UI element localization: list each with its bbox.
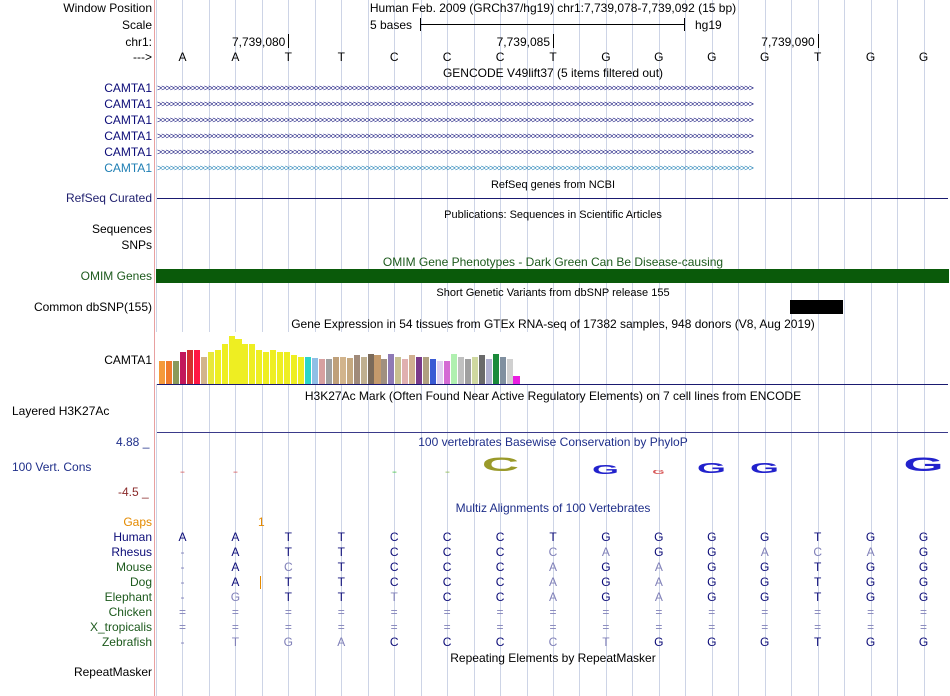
- gtex-tissue-bar[interactable]: [347, 358, 353, 384]
- multiz-base: A: [548, 560, 557, 574]
- repeatmasker-label[interactable]: RepeatMasker: [73, 665, 152, 679]
- gtex-baseline: [157, 384, 948, 385]
- base-letter: G: [918, 50, 929, 64]
- scale-bar-right-tick: [684, 18, 685, 31]
- multiz-base: C: [495, 635, 505, 649]
- gtex-tissue-bar[interactable]: [319, 359, 325, 384]
- multiz-base: G: [654, 635, 664, 649]
- gencode-gene-label[interactable]: CAMTA1: [104, 129, 152, 143]
- multiz-base: =: [867, 605, 875, 619]
- phylop-logo-letter: -: [179, 470, 186, 476]
- gaps-mark: 1: [258, 515, 265, 529]
- multiz-base: =: [178, 605, 186, 619]
- multiz-base: G: [707, 590, 717, 604]
- multiz-base: G: [918, 590, 929, 604]
- multiz-species-label[interactable]: Zebrafish: [101, 635, 152, 649]
- gtex-tissue-bar[interactable]: [333, 357, 339, 384]
- multiz-base: C: [495, 545, 505, 559]
- h3k27ac-baseline: [157, 432, 948, 433]
- multiz-base: C: [495, 530, 505, 544]
- multiz-base: =: [814, 605, 822, 619]
- multiz-base: =: [443, 605, 451, 619]
- multiz-base: =: [602, 620, 610, 634]
- phylop-logo-letter: G: [592, 461, 620, 477]
- multiz-base: G: [760, 575, 770, 589]
- multiz-base: A: [654, 590, 663, 604]
- multiz-base: G: [654, 545, 664, 559]
- multiz-base: G: [760, 530, 770, 544]
- phylop-track-title[interactable]: 100 vertebrates Basewise Conservation by PhyloP: [418, 435, 688, 449]
- multiz-species-label[interactable]: Chicken: [108, 605, 152, 619]
- multiz-base: =: [708, 605, 716, 619]
- multiz-base: G: [654, 530, 664, 544]
- gtex-tissue-bar[interactable]: [229, 336, 235, 384]
- multiz-base: G: [918, 575, 929, 589]
- gtex-tissue-bar[interactable]: [368, 354, 374, 384]
- base-letter: G: [601, 50, 611, 64]
- multiz-base: =: [708, 620, 716, 634]
- gencode-gene-strand-arrows[interactable]: >>>>>>>>>>>>>>>>>>>>>>>>>>>>>>>>>>>>>>>>>>>>>>>>>>>>>>>>>>>>>>>>>>>>>>>>>>>>>>>>>>>>>>>>>>>>>>>>>>>>>>>>>>>>>>>>>>>>>>>>>>>>>>>>>>>>>>>>>>>>: [157, 131, 753, 141]
- multiz-base: =: [390, 620, 398, 634]
- base-letter: A: [178, 50, 187, 64]
- phylop-logo-letter: G: [652, 470, 665, 476]
- multiz-base: =: [231, 605, 239, 619]
- multiz-base: G: [865, 635, 876, 649]
- multiz-base: G: [283, 635, 293, 649]
- base-letter: T: [549, 50, 557, 64]
- gtex-tissue-bar[interactable]: [465, 359, 471, 384]
- multiz-base: G: [918, 560, 929, 574]
- multiz-base: G: [230, 590, 241, 604]
- strand-arrow-label[interactable]: --->: [133, 50, 152, 64]
- gencode-track-title[interactable]: GENCODE V49lift37 (5 items filtered out): [442, 66, 664, 80]
- gtex-tissue-bar[interactable]: [513, 376, 519, 384]
- multiz-base: T: [549, 530, 557, 544]
- h3k27ac-track-title[interactable]: H3K27Ac Mark (Often Found Near Active Regulatory Elements) on 7 cell lines from ENCODE: [304, 389, 802, 403]
- multiz-base: T: [337, 575, 345, 589]
- dbsnp-variant-block[interactable]: [790, 300, 843, 314]
- multiz-base: G: [707, 560, 717, 574]
- gtex-tissue-bar[interactable]: [173, 361, 179, 384]
- gencode-gene-strand-arrows[interactable]: >>>>>>>>>>>>>>>>>>>>>>>>>>>>>>>>>>>>>>>>>>>>>>>>>>>>>>>>>>>>>>>>>>>>>>>>>>>>>>>>>>>>>>>>>>>>>>>>>>>>>>>>>>>>>>>>>>>>>>>>>>>>>>>>>>>>>>>>>>>>: [157, 99, 753, 109]
- base-letter: G: [760, 50, 770, 64]
- omim-track-title[interactable]: OMIM Gene Phenotypes - Dark Green Can Be Disease-causing: [382, 255, 724, 269]
- multiz-base: T: [390, 590, 398, 604]
- gtex-tissue-bar[interactable]: [159, 361, 165, 384]
- multiz-base: =: [655, 605, 663, 619]
- window-position-value[interactable]: Human Feb. 2009 (GRCh37/hg19) chr1:7,739,078-7,739,092 (15 bp): [369, 1, 737, 15]
- gtex-tissue-bar[interactable]: [270, 350, 276, 384]
- multiz-base: -: [180, 560, 185, 574]
- base-letter: A: [231, 50, 240, 64]
- multiz-base: -: [180, 545, 185, 559]
- gtex-tissue-bar[interactable]: [242, 344, 248, 384]
- gencode-gene-strand-arrows[interactable]: >>>>>>>>>>>>>>>>>>>>>>>>>>>>>>>>>>>>>>>>>>>>>>>>>>>>>>>>>>>>>>>>>>>>>>>>>>>>>>>>>>>>>>>>>>>>>>>>>>>>>>>>>>>>>>>>>>>>>>>>>>>>>>>>>>>>>>>>>>>>: [157, 83, 753, 93]
- phylop-logo-letter: G: [750, 460, 780, 477]
- multiz-base: =: [284, 605, 292, 619]
- multiz-base: T: [337, 590, 345, 604]
- multiz-base: T: [813, 575, 822, 589]
- publications-snps-label[interactable]: SNPs: [121, 238, 152, 252]
- gtex-tissue-bar[interactable]: [215, 350, 221, 384]
- multiz-base: =: [814, 620, 822, 634]
- h3k27ac-label[interactable]: Layered H3K27Ac: [12, 404, 110, 418]
- multiz-base: G: [601, 590, 611, 604]
- gtex-tissue-bar[interactable]: [291, 355, 297, 384]
- coordinate-tick-label: 7,739,085: [496, 35, 550, 49]
- multiz-base: A: [231, 530, 240, 544]
- phylop-ymax: 4.88 _: [116, 435, 150, 449]
- gtex-tissue-bar[interactable]: [451, 354, 457, 384]
- phylop-label[interactable]: 100 Vert. Cons: [12, 460, 92, 474]
- phylop-ymin: -4.5 _: [118, 485, 149, 499]
- gtex-tissue-bar[interactable]: [298, 357, 304, 384]
- multiz-base: C: [442, 635, 452, 649]
- multiz-base: T: [337, 530, 345, 544]
- publications-sequences-label[interactable]: Sequences: [91, 222, 152, 236]
- multiz-base: C: [442, 530, 452, 544]
- multiz-base: G: [601, 575, 611, 589]
- multiz-base: =: [443, 620, 451, 634]
- multiz-base: C: [389, 545, 399, 559]
- multiz-base: A: [548, 575, 557, 589]
- multiz-base: T: [813, 530, 822, 544]
- repeatmasker-track-title[interactable]: Repeating Elements by RepeatMasker: [450, 651, 656, 665]
- gtex-tissue-bar[interactable]: [312, 358, 318, 384]
- gtex-tissue-bar[interactable]: [486, 359, 492, 384]
- gencode-gene-label[interactable]: CAMTA1: [104, 113, 152, 127]
- gtex-tissue-bar[interactable]: [277, 352, 283, 384]
- gtex-tissue-bar[interactable]: [402, 359, 408, 384]
- gtex-tissue-bar[interactable]: [263, 352, 269, 384]
- gtex-tissue-bar[interactable]: [235, 339, 241, 384]
- multiz-base: C: [495, 575, 505, 589]
- publications-track-title[interactable]: Publications: Sequences in Scientific Articles: [444, 209, 662, 221]
- multiz-base: =: [549, 605, 557, 619]
- gtex-tissue-bar[interactable]: [340, 357, 346, 384]
- gtex-tissue-bar[interactable]: [500, 357, 506, 384]
- multiz-base: T: [813, 635, 822, 649]
- multiz-base: =: [390, 605, 398, 619]
- gtex-tissue-bar[interactable]: [187, 350, 193, 384]
- multiz-base: C: [813, 545, 822, 559]
- gtex-tissue-bar[interactable]: [305, 357, 311, 384]
- base-letter: C: [442, 50, 452, 64]
- multiz-base: G: [707, 545, 717, 559]
- gtex-tissue-bar[interactable]: [437, 361, 443, 384]
- multiz-base: T: [813, 560, 822, 574]
- multiz-base: T: [337, 545, 345, 559]
- gencode-gene-label[interactable]: CAMTA1: [104, 161, 152, 175]
- refseq-track-title[interactable]: RefSeq genes from NCBI: [490, 179, 616, 191]
- multiz-base: =: [761, 620, 769, 634]
- gtex-tissue-bar[interactable]: [361, 357, 367, 384]
- multiz-base: -: [180, 575, 185, 589]
- base-letter: T: [284, 50, 292, 64]
- multiz-base: =: [178, 620, 186, 634]
- base-letter: T: [337, 50, 345, 64]
- base-letter: C: [495, 50, 505, 64]
- dbsnp-track-title[interactable]: Short Genetic Variants from dbSNP release 155: [436, 287, 670, 299]
- dog-insertion-marker: [260, 576, 261, 589]
- base-letter: C: [389, 50, 399, 64]
- refseq-label[interactable]: RefSeq Curated: [65, 191, 152, 205]
- multiz-base: C: [389, 560, 399, 574]
- multiz-base: T: [337, 560, 345, 574]
- multiz-track-title[interactable]: Multiz Alignments of 100 Vertebrates: [455, 501, 651, 515]
- refseq-gene-line[interactable]: [157, 198, 948, 199]
- multiz-base: G: [865, 530, 876, 544]
- multiz-base: G: [865, 575, 876, 589]
- gtex-tissue-bar[interactable]: [180, 352, 186, 384]
- gtex-tissue-bar[interactable]: [194, 350, 200, 384]
- gtex-tissue-bar[interactable]: [284, 352, 290, 384]
- multiz-base: G: [865, 590, 876, 604]
- multiz-base: =: [496, 620, 504, 634]
- multiz-base: T: [284, 575, 292, 589]
- scale-bar-left-tick: [420, 18, 421, 31]
- multiz-base: G: [918, 635, 929, 649]
- gencode-gene-label[interactable]: CAMTA1: [104, 97, 152, 111]
- multiz-species-label[interactable]: X_tropicalis: [89, 620, 152, 634]
- scale-value: 5 bases: [370, 18, 413, 32]
- multiz-base: =: [337, 605, 345, 619]
- multiz-base: G: [918, 545, 929, 559]
- phylop-logo-letter: -: [391, 470, 397, 476]
- multiz-base: =: [655, 620, 663, 634]
- multiz-species-label[interactable]: Rhesus: [111, 545, 152, 559]
- multiz-base: =: [284, 620, 292, 634]
- base-letter: T: [813, 50, 822, 64]
- multiz-base: G: [707, 530, 717, 544]
- gtex-tissue-bar[interactable]: [381, 359, 387, 384]
- gtex-tissue-bar[interactable]: [201, 357, 207, 384]
- multiz-base: C: [442, 575, 452, 589]
- multiz-base: =: [337, 620, 345, 634]
- gencode-gene-strand-arrows[interactable]: >>>>>>>>>>>>>>>>>>>>>>>>>>>>>>>>>>>>>>>>>>>>>>>>>>>>>>>>>>>>>>>>>>>>>>>>>>>>>>>>>>>>>>>>>>>>>>>>>>>>>>>>>>>>>>>>>>>>>>>>>>>>>>>>>>>>>>>>>>>>: [157, 115, 753, 125]
- multiz-base: C: [495, 590, 505, 604]
- gtex-tissue-bar[interactable]: [388, 354, 394, 384]
- gtex-tissue-bar[interactable]: [430, 359, 436, 384]
- multiz-base: A: [231, 545, 240, 559]
- gtex-tissue-bar[interactable]: [208, 352, 214, 384]
- multiz-base: A: [231, 560, 240, 574]
- phylop-logo-letter: -: [444, 470, 450, 476]
- multiz-base: G: [760, 590, 770, 604]
- multiz-base: C: [389, 575, 399, 589]
- omim-gene-bar[interactable]: [156, 269, 949, 283]
- multiz-base: T: [231, 635, 240, 649]
- multiz-base: -: [180, 635, 185, 649]
- phylop-logo-letter: G: [697, 460, 727, 477]
- gaps-label[interactable]: Gaps: [123, 515, 152, 529]
- gtex-tissue-bar[interactable]: [507, 359, 513, 384]
- multiz-base: C: [495, 560, 505, 574]
- base-letter: G: [654, 50, 664, 64]
- base-letter: G: [865, 50, 876, 64]
- multiz-base: A: [548, 590, 557, 604]
- multiz-base: T: [284, 530, 292, 544]
- gencode-gene-label[interactable]: CAMTA1: [104, 81, 152, 95]
- multiz-base: G: [707, 575, 717, 589]
- coordinate-tick: [288, 34, 289, 48]
- multiz-base: -: [180, 590, 185, 604]
- gtex-tissue-bar[interactable]: [326, 359, 332, 384]
- multiz-base: A: [654, 560, 663, 574]
- multiz-base: T: [813, 590, 822, 604]
- multiz-base: C: [548, 545, 558, 559]
- multiz-base: =: [761, 605, 769, 619]
- multiz-base: C: [283, 560, 293, 574]
- gtex-tissue-bar[interactable]: [249, 344, 255, 384]
- gtex-tissue-bar[interactable]: [444, 361, 450, 384]
- gtex-tissue-bar[interactable]: [458, 357, 464, 384]
- multiz-base: =: [549, 620, 557, 634]
- gtex-bar-chart[interactable]: [156, 332, 536, 384]
- gtex-tissue-bar[interactable]: [256, 350, 262, 384]
- multiz-base: G: [760, 635, 770, 649]
- multiz-base: C: [442, 545, 452, 559]
- gencode-gene-strand-arrows[interactable]: >>>>>>>>>>>>>>>>>>>>>>>>>>>>>>>>>>>>>>>>>>>>>>>>>>>>>>>>>>>>>>>>>>>>>>>>>>>>>>>>>>>>>>>>>>>>>>>>>>>>>>>>>>>>>>>>>>>>>>>>>>>>>>>>>>>>>>>>>>>>: [157, 147, 753, 157]
- multiz-base: G: [601, 560, 611, 574]
- multiz-base: A: [866, 545, 875, 559]
- multiz-base: T: [602, 635, 610, 649]
- multiz-base: =: [496, 605, 504, 619]
- gencode-gene-label[interactable]: CAMTA1: [104, 145, 152, 159]
- coordinate-tick: [553, 34, 554, 48]
- multiz-base: A: [654, 575, 663, 589]
- multiz-base: G: [918, 530, 929, 544]
- coordinate-tick-label: 7,739,090: [761, 35, 815, 49]
- scale-bar: [420, 24, 685, 25]
- gtex-tissue-bar[interactable]: [409, 355, 415, 384]
- dbsnp-label[interactable]: Common dbSNP(155): [33, 300, 152, 314]
- multiz-base: G: [760, 560, 770, 574]
- multiz-species-label[interactable]: Dog: [129, 575, 152, 589]
- multiz-base: =: [867, 620, 875, 634]
- gtex-tissue-bar[interactable]: [374, 355, 380, 384]
- multiz-base: G: [865, 560, 876, 574]
- gtex-track-title[interactable]: Gene Expression in 54 tissues from GTEx RNA-seq of 17382 samples, 948 donors (V8, Aug 2019): [291, 317, 815, 331]
- omim-label[interactable]: OMIM Genes: [80, 269, 152, 283]
- multiz-base: G: [707, 635, 717, 649]
- multiz-base: A: [601, 545, 610, 559]
- multiz-base: A: [337, 635, 346, 649]
- gtex-tissue-bar[interactable]: [472, 357, 478, 384]
- multiz-species-label[interactable]: Elephant: [104, 590, 152, 604]
- gtex-tissue-bar[interactable]: [479, 355, 485, 384]
- multiz-base: A: [760, 545, 769, 559]
- multiz-species-label[interactable]: Human: [113, 530, 152, 544]
- chromosome-label: chr1:: [125, 35, 152, 49]
- gtex-tissue-bar[interactable]: [493, 354, 499, 384]
- gtex-tissue-bar[interactable]: [222, 344, 228, 384]
- window-position-label: Window Position: [63, 1, 152, 15]
- multiz-base: =: [602, 605, 610, 619]
- phylop-logo-letter: C: [481, 454, 519, 477]
- multiz-base: T: [284, 590, 292, 604]
- coordinate-tick-label: 7,739,080: [231, 35, 286, 49]
- multiz-base: G: [601, 530, 611, 544]
- gtex-tissue-bar[interactable]: [423, 357, 429, 384]
- base-letter: G: [707, 50, 717, 64]
- multiz-base: =: [231, 620, 239, 634]
- multiz-base: C: [389, 635, 399, 649]
- multiz-base: C: [442, 560, 452, 574]
- coordinate-tick: [818, 34, 819, 48]
- assembly-label: hg19: [695, 18, 722, 32]
- multiz-base: =: [920, 605, 928, 619]
- multiz-base: C: [442, 590, 452, 604]
- gtex-tissue-bar[interactable]: [166, 361, 172, 384]
- phylop-logo-letter: G: [903, 454, 944, 477]
- gtex-gene-label[interactable]: CAMTA1: [104, 353, 152, 367]
- multiz-base: C: [389, 530, 399, 544]
- phylop-logo-letter: -: [232, 470, 238, 476]
- multiz-base: =: [920, 620, 928, 634]
- multiz-base: A: [178, 530, 187, 544]
- gtex-tissue-bar[interactable]: [354, 355, 360, 384]
- multiz-base: C: [548, 635, 558, 649]
- gtex-tissue-bar[interactable]: [395, 357, 401, 384]
- scale-label: Scale: [121, 18, 152, 32]
- label-divider: [154, 0, 155, 696]
- multiz-base: A: [231, 575, 240, 589]
- gencode-gene-strand-arrows[interactable]: >>>>>>>>>>>>>>>>>>>>>>>>>>>>>>>>>>>>>>>>>>>>>>>>>>>>>>>>>>>>>>>>>>>>>>>>>>>>>>>>>>>>>>>>>>>>>>>>>>>>>>>>>>>>>>>>>>>>>>>>>>>>>>>>>>>>>>>>>>>>: [157, 163, 753, 173]
- multiz-species-label[interactable]: Mouse: [115, 560, 152, 574]
- gtex-tissue-bar[interactable]: [416, 357, 422, 384]
- multiz-base: T: [284, 545, 292, 559]
